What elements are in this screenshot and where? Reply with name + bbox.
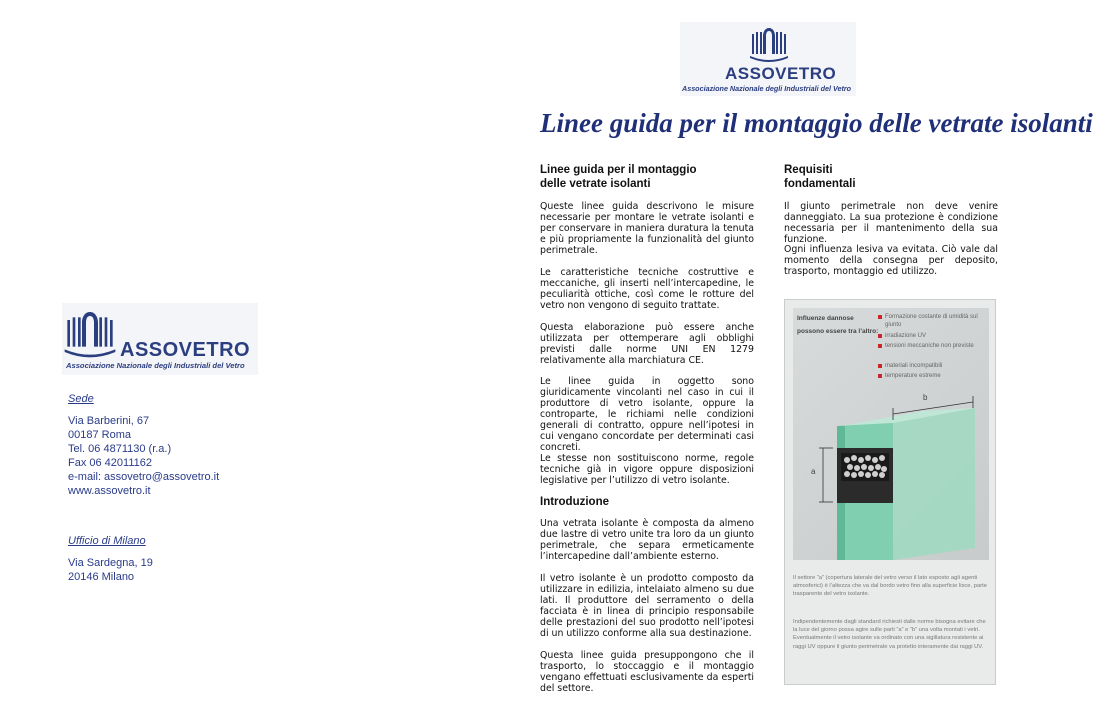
figure-label-line2: possono essere tra l’altro: bbox=[797, 328, 879, 335]
milano-label: Ufficio di Milano bbox=[68, 535, 146, 547]
dimension-a-label: a bbox=[811, 467, 816, 476]
document-title: Linee guida per il montaggio delle vetrate isolanti bbox=[540, 108, 1093, 138]
col1-heading-line: Linee guida per il montaggio bbox=[540, 164, 697, 176]
sede-phone: Tel. 06 4871130 (r.a.) bbox=[68, 443, 172, 455]
figure-bullet: Formazione costante di umidità sul giunto bbox=[885, 314, 985, 329]
sede-address-line: 00187 Roma bbox=[68, 429, 131, 441]
col1-paragraph: Questa linee guida presuppongono che il trasporto, lo stoccaggio e il montaggio vengano effettuati esclusivamente da esperti del settore. bbox=[540, 650, 754, 694]
col2-heading bbox=[784, 163, 998, 191]
col1-paragraph: Il vetro isolante è un prodotto composto da utilizzare in edilizia, intelaiato almeno su due lati. Il produttore del serramento o della facciata è in linea di principio responsabile delle prestazioni del suo prodotto nell’ipotesi di un utilizzo conforme alla sua destinazione. bbox=[540, 573, 754, 639]
figure-bullet: tensioni meccaniche non previste bbox=[885, 343, 985, 351]
col1-paragraph: Le caratteristiche tecniche costruttive e meccaniche, gli inserti nell’intercapedine, le peculiarità ottiche, così come le rotture del vetro non vengono di seguito trattate. bbox=[540, 267, 754, 311]
milano-address-line: 20146 Milano bbox=[68, 571, 135, 583]
glass-edge-figure bbox=[784, 299, 996, 685]
sede-website[interactable]: www.assovetro.it bbox=[68, 485, 151, 497]
sede-email[interactable]: e-mail: assovetro@assovetro.it bbox=[68, 471, 220, 483]
figure-label-line1: Influenze dannose bbox=[797, 315, 854, 322]
intro-heading: Introduzione bbox=[540, 496, 609, 508]
figure-diagram-panel bbox=[793, 308, 989, 560]
figure-bullet: materiali incompatibili bbox=[885, 363, 985, 371]
col2-paragraph: Ogni influenza lesiva va evitata. Ciò vale dal momento della consegna per deposito, trasporto, montaggio ed utilizzo. bbox=[784, 244, 998, 277]
figure-bullet: irradiazione UV bbox=[885, 333, 985, 341]
figure-caption: Il settore “a” (copertura laterale del vetro verso il lato esposto agli agenti atmosferici) è l’altezza che va dal bordo vetro fino alla superficie lisce, parte trasparente del vetro isolante. bbox=[793, 575, 987, 598]
eagle-emblem-icon bbox=[62, 305, 118, 359]
figure-bullet: temperature estreme bbox=[885, 373, 985, 381]
sede-fax: Fax 06 42011162 bbox=[68, 457, 152, 469]
sede-address-line: Via Barberini, 67 bbox=[68, 415, 150, 427]
col1-paragraph: Queste linee guida descrivono le misure necessarie per montare le vetrate isolanti e per conservare in maniera duratura la tenuta e più propriamente la funzionalità del giunto perimetrale. bbox=[540, 201, 754, 256]
col1-heading-line: delle vetrate isolanti bbox=[540, 178, 651, 190]
assovetro-logo-small bbox=[62, 303, 258, 375]
eagle-emblem-icon bbox=[748, 24, 790, 62]
assovetro-logo-large bbox=[680, 22, 856, 96]
sede-label: Sede bbox=[68, 393, 94, 405]
col1-paragraph: Questa elaborazione può essere anche utilizzata per ottemperare agli obblighi previsti dalle norme UNI EN 1279 relativamente alla marchiatura CE. bbox=[540, 322, 754, 366]
milano-section bbox=[68, 534, 153, 583]
figure-caption: Indipendentemente dagli standard richiesti dalle norme bisogna evitare che la luce del giorno possa agire sulle parti “a” e “b” una volta montati i vetri. Eventualmente il vetro isolante va ordinato con una sigillatura resistente ai raggi UV oppure il giunto perimetrale va protetto interamente dai raggi UV. bbox=[793, 619, 986, 650]
col1-paragraph: Le stesse non sostituiscono norme, regole tecniche già in vigore oppure disposizioni legislative per l’utilizzo di vetro isolante. bbox=[540, 453, 754, 486]
col1-paragraph: Le linee guida in oggetto sono giuridicamente vincolanti nel caso in cui il produttore di vetro isolante, oppure la controparte, le richiami nelle condizioni generali di contratto, oppure nell’ipotesi in cui vengano concordate per determinati casi concreti. bbox=[540, 376, 754, 453]
logo-name: ASSOVETRO bbox=[120, 339, 251, 361]
col2-heading-line: fondamentali bbox=[784, 178, 856, 190]
col2-paragraph: Il giunto perimetrale non deve venire danneggiato. La sua protezione è condizione necessaria per il mantenimento della sua funzione. bbox=[784, 201, 998, 245]
sede-section bbox=[68, 392, 219, 498]
logo-subtitle: Associazione Nazionale degli Industriali del Vetro bbox=[682, 84, 852, 93]
logo-subtitle: Associazione Nazionale degli Industriali del Vetro bbox=[66, 361, 245, 370]
col1-heading bbox=[540, 163, 754, 191]
col2-heading-line: Requisiti bbox=[784, 164, 833, 176]
col1-paragraph: Una vetrata isolante è composta da almeno due lastre di vetro unite tra loro da un giunto perimetrale, che separa ermeticamente l’intercapedine dall’ambiente esterno. bbox=[540, 518, 754, 562]
milano-address-line: Via Sardegna, 19 bbox=[68, 557, 153, 569]
logo-name: ASSOVETRO bbox=[725, 64, 837, 83]
dimension-b-label: b bbox=[923, 393, 928, 402]
